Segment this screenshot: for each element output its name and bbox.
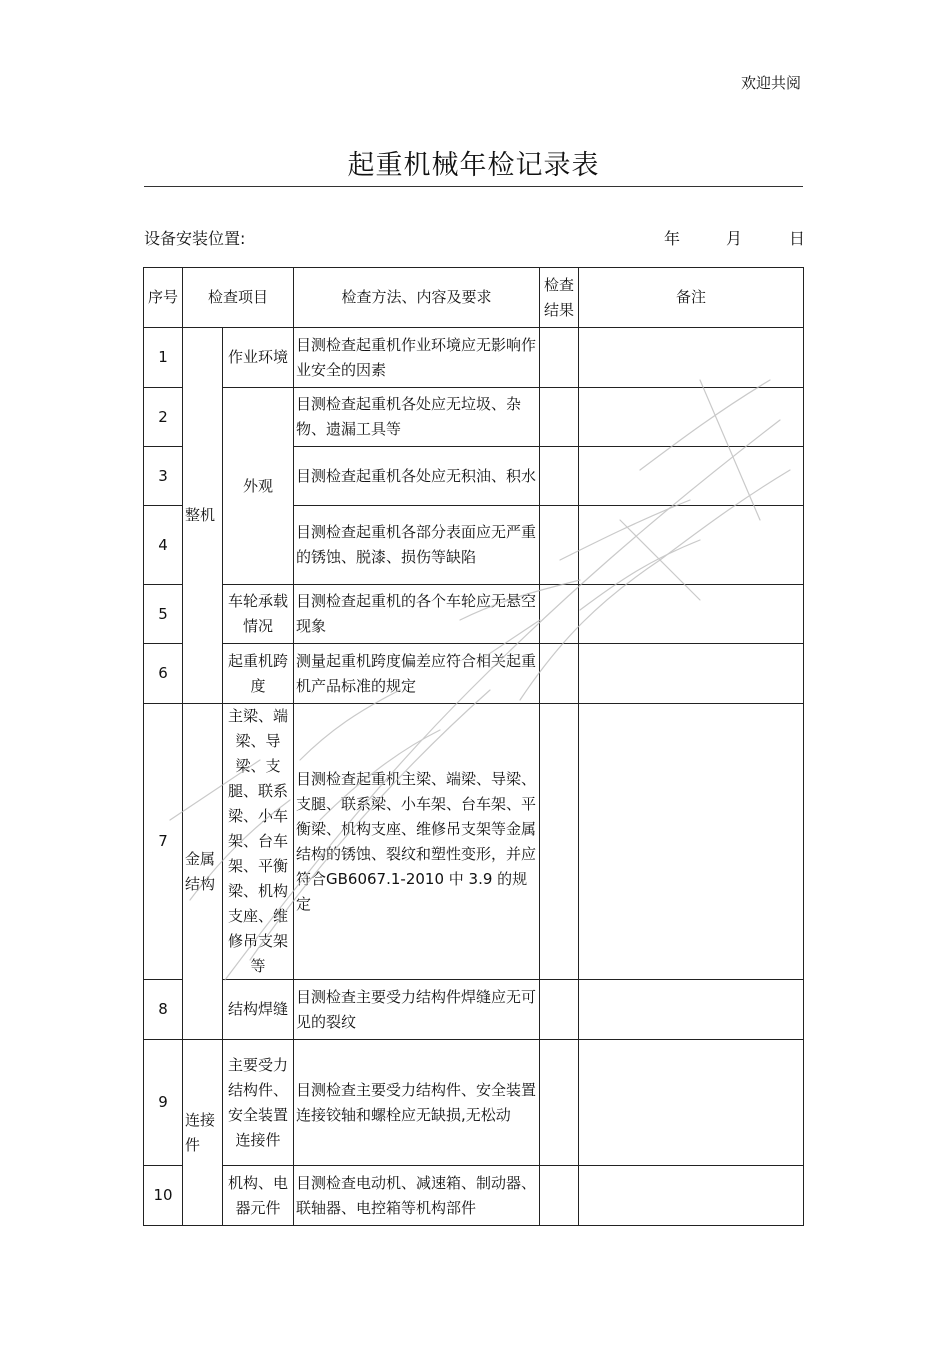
row-no: 6 [144, 644, 183, 704]
install-location-label: 设备安装位置: [144, 229, 246, 248]
row-method: 目测检查电动机、减速箱、制动器、联轴器、电控箱等机构部件 [294, 1166, 540, 1226]
table-row [144, 980, 804, 1040]
row-method: 目测检查起重机的各个车轮应无悬空现象 [294, 585, 540, 644]
inspection-table [143, 267, 804, 1226]
title-divider [144, 186, 803, 187]
result-cell[interactable] [540, 1040, 579, 1166]
date-month-label: 月 [726, 229, 743, 248]
row-no: 5 [144, 585, 183, 644]
row-sub-item: 主要受力结构件、安全装置连接件 [223, 1040, 294, 1166]
header-note: 欢迎共阅 [740, 74, 801, 92]
row-method: 目测检查起重机各处应无积油、积水 [294, 447, 540, 506]
row-no: 2 [144, 388, 183, 447]
result-cell[interactable] [540, 1166, 579, 1226]
header-no: 序号 [144, 268, 183, 328]
row-method: 目测检查主要受力结构件焊缝应无可见的裂纹 [294, 980, 540, 1040]
row-no: 8 [144, 980, 183, 1040]
group-whole: 整机 [183, 328, 223, 704]
result-cell[interactable] [540, 585, 579, 644]
row-no: 3 [144, 447, 183, 506]
row-sub-item: 结构焊缝 [223, 980, 294, 1040]
row-sub-item: 起重机跨度 [223, 644, 294, 704]
row-sub-item: 作业环境 [223, 328, 294, 388]
result-cell[interactable] [540, 447, 579, 506]
group-connectors: 连接件 [183, 1040, 223, 1226]
header-result: 检查结果 [540, 268, 579, 328]
page-title: 起重机械年检记录表 [347, 150, 600, 181]
row-sub-item: 车轮承载情况 [223, 585, 294, 644]
row-method: 目测检查起重机主梁、端梁、导梁、支腿、联系梁、小车架、台车架、平衡梁、机构支座、维修吊支架等金属结构的锈蚀、裂纹和塑性变形，并应符合GB6067.1-2010 中 3.9 的规定 [294, 704, 540, 980]
row-method: 测量起重机跨度偏差应符合相关起重机产品标准的规定 [294, 644, 540, 704]
remark-cell[interactable] [579, 644, 804, 704]
remark-cell[interactable] [579, 1040, 804, 1166]
remark-cell[interactable] [579, 447, 804, 506]
row-no: 1 [144, 328, 183, 388]
header-remark: 备注 [579, 268, 804, 328]
result-cell[interactable] [540, 704, 579, 980]
result-cell[interactable] [540, 644, 579, 704]
header-item: 检查项目 [183, 268, 294, 328]
table-row [144, 644, 804, 704]
row-no: 10 [144, 1166, 183, 1226]
result-cell[interactable] [540, 388, 579, 447]
result-cell[interactable] [540, 980, 579, 1040]
result-cell[interactable] [540, 506, 579, 585]
table-row [144, 704, 804, 980]
row-no: 9 [144, 1040, 183, 1166]
group-metal-structure: 金属结构 [183, 704, 223, 1040]
date-year-label: 年 [664, 229, 681, 248]
table-row [144, 328, 804, 388]
table-row [144, 388, 804, 447]
row-sub-item: 机构、电器元件 [223, 1166, 294, 1226]
row-no: 4 [144, 506, 183, 585]
result-cell[interactable] [540, 328, 579, 388]
header-method: 检查方法、内容及要求 [294, 268, 540, 328]
remark-cell[interactable] [579, 506, 804, 585]
row-no: 7 [144, 704, 183, 980]
row-method: 目测检查主要受力结构件、安全装置连接铰轴和螺栓应无缺损,无松动 [294, 1040, 540, 1166]
row-method: 目测检查起重机作业环境应无影响作业安全的因素 [294, 328, 540, 388]
row-method: 目测检查起重机各处应无垃圾、杂物、遗漏工具等 [294, 388, 540, 447]
row-sub-item: 主梁、端梁、导梁、支腿、联系梁、小车架、台车架、平衡梁、机构支座、维修吊支架等 [223, 704, 294, 980]
row-method: 目测检查起重机各部分表面应无严重的锈蚀、脱漆、损伤等缺陷 [294, 506, 540, 585]
row-sub-item: 外观 [223, 388, 294, 585]
table-header-row [144, 268, 804, 328]
table-row [144, 1040, 804, 1166]
remark-cell[interactable] [579, 585, 804, 644]
table-row [144, 585, 804, 644]
date-day-label: 日 [789, 229, 806, 248]
table-row [144, 1166, 804, 1226]
remark-cell[interactable] [579, 328, 804, 388]
remark-cell[interactable] [579, 704, 804, 980]
remark-cell[interactable] [579, 1166, 804, 1226]
remark-cell[interactable] [579, 980, 804, 1040]
remark-cell[interactable] [579, 388, 804, 447]
